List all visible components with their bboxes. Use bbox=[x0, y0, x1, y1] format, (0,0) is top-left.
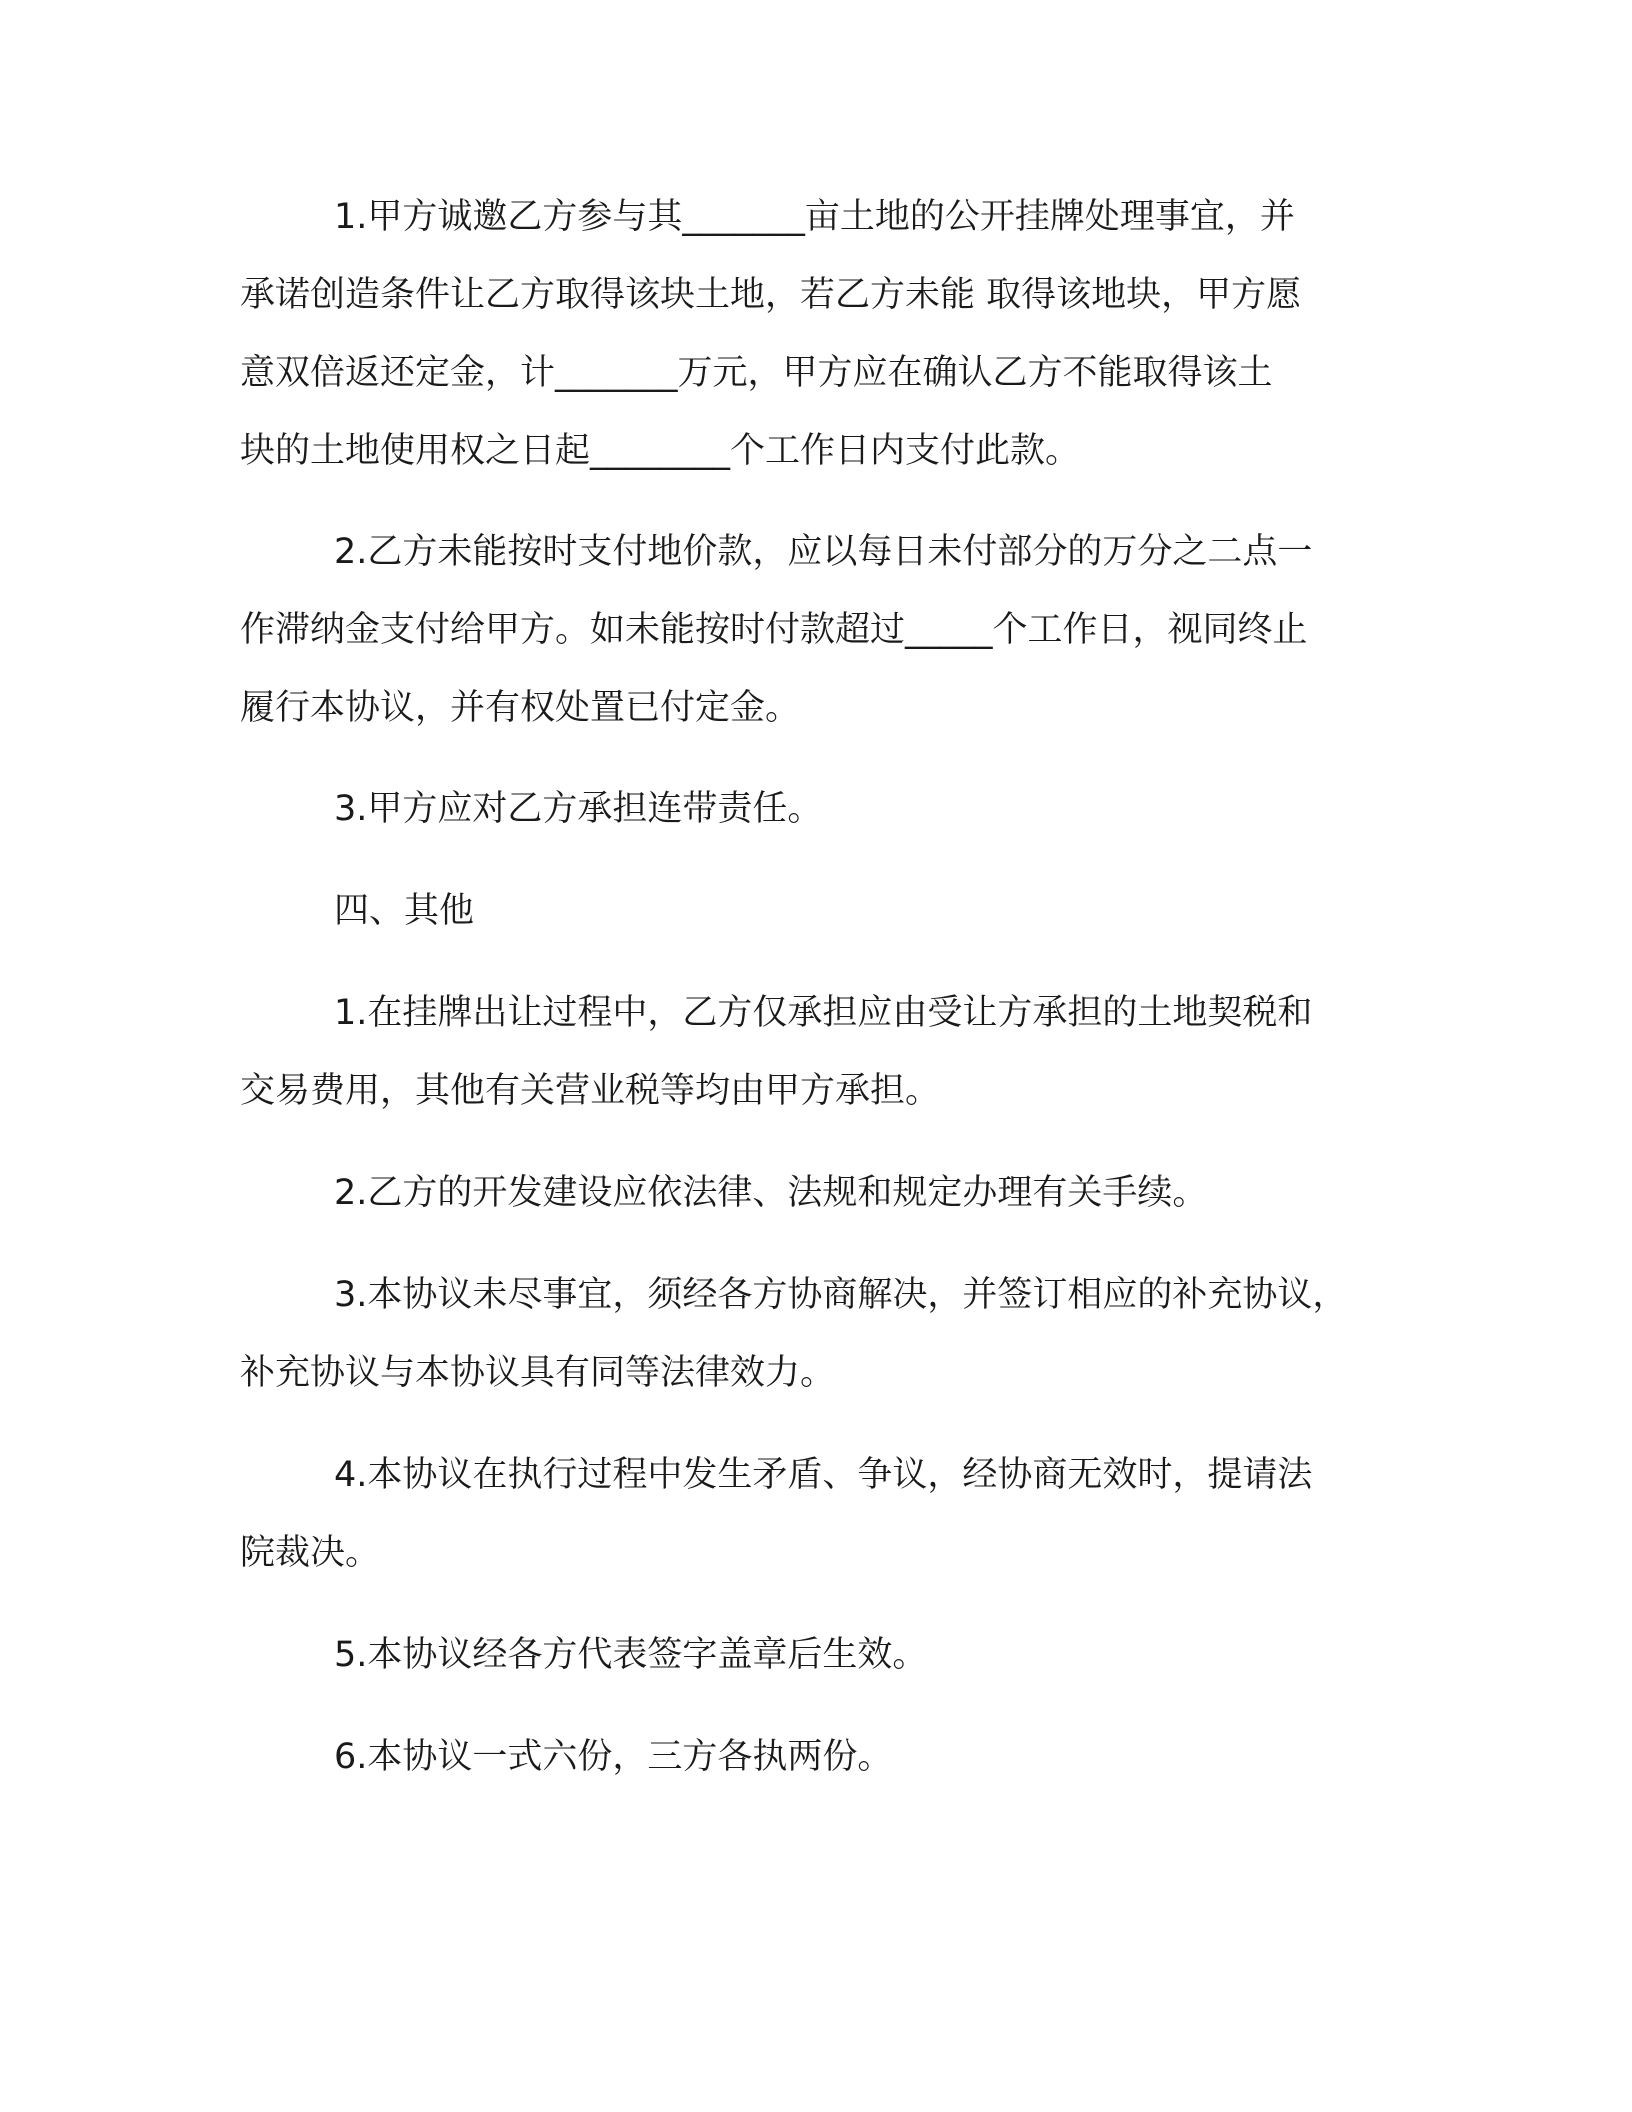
clause-paragraph-1 bbox=[240, 178, 1400, 490]
text-line: 意双倍返还定金，计_______万元，甲方应在确认乙方不能取得该土 bbox=[240, 353, 1273, 393]
text-line: 院裁决。 bbox=[240, 1533, 381, 1573]
clause-paragraph-9 bbox=[240, 1616, 1400, 1694]
text-line: 5.本协议经各方代表签字盖章后生效。 bbox=[334, 1635, 928, 1675]
section-heading-other bbox=[240, 872, 1400, 950]
text-line: 1.甲方诚邀乙方参与其_______亩土地的公开挂牌处理事宜，并 bbox=[334, 197, 1295, 237]
clause-paragraph-7 bbox=[240, 1256, 1400, 1412]
text-line: 交易费用，其他有关营业税等均由甲方承担。 bbox=[240, 1071, 941, 1111]
text-line: 2.乙方未能按时支付地价款，应以每日未付部分的万分之二点一 bbox=[334, 532, 1313, 572]
clause-paragraph-3 bbox=[240, 770, 1400, 848]
text-line: 3.甲方应对乙方承担连带责任。 bbox=[334, 789, 823, 829]
text-line: 3.本协议未尽事宜，须经各方协商解决，并签订相应的补充协议， bbox=[334, 1275, 1348, 1315]
clause-paragraph-10 bbox=[240, 1718, 1400, 1796]
clause-paragraph-8 bbox=[240, 1436, 1400, 1592]
clause-paragraph-6 bbox=[240, 1154, 1400, 1232]
text-line: 补充协议与本协议具有同等法律效力。 bbox=[240, 1353, 836, 1393]
text-line: 4.本协议在执行过程中发生矛盾、争议，经协商无效时，提请法 bbox=[334, 1455, 1313, 1495]
text-line: 承诺创造条件让乙方取得该块土地，若乙方未能 取得该地块，甲方愿 bbox=[240, 275, 1302, 315]
section-heading-text: 四、其他 bbox=[334, 891, 475, 931]
text-line: 2.乙方的开发建设应依法律、法规和规定办理有关手续。 bbox=[334, 1173, 1208, 1213]
text-line: 履行本协议，并有权处置已付定金。 bbox=[240, 688, 801, 728]
text-line: 6.本协议一式六份，三方各执两份。 bbox=[334, 1737, 893, 1777]
text-line: 1.在挂牌出让过程中，乙方仅承担应由受让方承担的土地契税和 bbox=[334, 993, 1313, 1033]
clause-paragraph-2 bbox=[240, 513, 1400, 747]
text-line: 作滞纳金支付给甲方。如未能按时付款超过_____个工作日，视同终止 bbox=[240, 610, 1308, 650]
text-line: 块的土地使用权之日起________个工作日内支付此款。 bbox=[240, 431, 1081, 471]
clause-paragraph-5 bbox=[240, 974, 1400, 1130]
